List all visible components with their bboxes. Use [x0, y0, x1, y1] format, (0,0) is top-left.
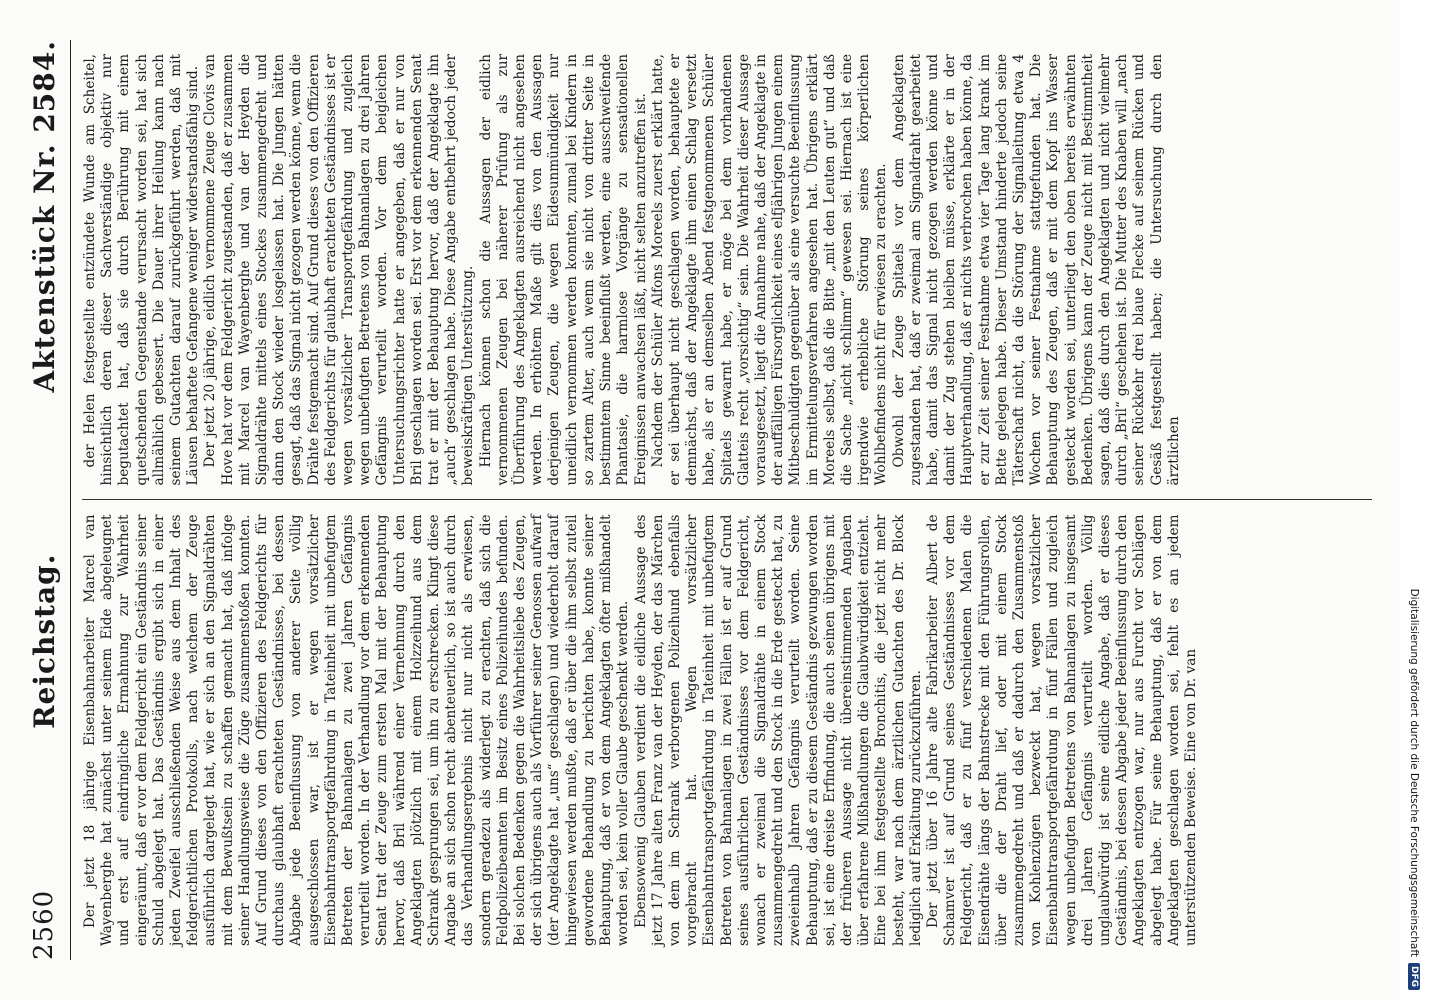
credit-line [1394, 0, 1434, 1000]
paragraph: Hiernach können schon die Aussagen der eidlich vernommenen Zeugen bei näherer Prüfung als zur Überführung des Angeklagten ausreichend nicht angesehen werden. In erhöhtem Maße gilt dies von den Aussagen derjenigen Zeugen, die wegen Eidesunmündigkeit nur uneidlich vernommen werden konnten, zumal bei Kindern in so zartem Alter, auch wenn sie nicht von dritter Seite in bestimmtem Sinne beeinflußt werden, eine ausschweifende Phantasie, die harmlose Vorgänge zu sensationellen Ereignissen anwachsen läßt, nicht selten anzutreffen ist. [477, 54, 649, 486]
paragraph: Der jetzt 18 jährige Eisenbahnarbeiter Marcel van Wayenberghe hat zunächst unter seinem Eide abgeleugnet und erst auf eindringliche Ermahnung zur Wahrheit eingeräumt, daß er vor dem Feldgericht ein Geständnis seiner Schuld abgelegt hat. Das Geständnis ergibt sich in einer jeden Zweifel ausschließenden Weise aus dem Inhalt des feldgerichtlichen Protokolls, nach welchem der Zeuge ausführlich dargelegt hat, wie er sich an den Signaldrähten mit dem Bewußtsein zu schaffen gemacht hat, daß infolge seiner Handlungsweise die Züge zusammenstoßen konnten. Auf Grund dieses von den Offizieren des Feldgerichts für durchaus glaubhaft erachteten Geständnisses, bei dessen Abgabe jede Beeinflussung von anderer Seite völlig ausgeschlossen war, ist er wegen vorsätzlicher Eisenbahntransportgefährdung in Tateinheit mit unbefugtem Betreten der Bahnanlagen zu zwei Jahren Gefängnis verurteilt worden. In der Verhandlung vor dem erkennenden Senat trat der Zeuge zum ersten Mal mit der Behauptung hervor, daß Bril während einer Vernehmung durch den Angeklagten plötzlich mit einem Holzzeihund aus dem Schrank gesprungen sei, um ihn zu erschrecken. Klingt diese Angabe an sich schon recht abenteuerlich, so ist auch durch das Verhandlungsergebnis nicht nur nicht als erwiesen, sondern geradezu als widerlegt zu erachten, daß sich die Feldpolizeibeamten im Besitz eines Polizeihundes befunden. Bei solchen Bedenken gegen die Wahrheitsliebe des Zeugen, der sich übrigens auch als Vorführer seiner Genossen aufwarf (der Angeklagte hat „uns“ geschlagen) und wiederholt darauf hingewiesen werden mußte, daß er über die ihm selbst zuteil gewordene Behandlung zu berichten habe, konnte seiner Behauptung, daß er von dem Angeklagten öfter mißhandelt worden sei, kein voller Glaube geschenkt werden. [82, 514, 632, 946]
dfg-logo: DFG [1408, 963, 1420, 990]
paragraph: Nachdem der Schüler Alfons Moreels zuerst erklärt hatte, er sei überhaupt nicht geschlagen worden, behauptete er demnächst, daß der Angeklagte ihm einen Schlag versetzt habe, als er an demselben Abend festgenommenen Schüler Spitaels gewarnt habe, er möge bei dem vorhandenen Glatteis recht „vorsichtig“ sein. Die Wahrheit dieser Aussage vorausgesetzt, liegt die Annahme nahe, daß der Angeklagte in der auffälligen Fürsorglichkeit eines elfjährigen Jungen einem Mitbeschuldigten gegenüber als eine versuchte Beeinflussung im Ermittelungsverfahren angesehen hat. Übrigens erklärt Moreels selbst, daß die Bitte „mit den Leuten gut“ und daß die Sache „nicht schlimm“ gewesen sei. Hiernach ist eine irgendwie erhebliche Störung seines körperlichen Wohlbefindens nicht für erwiesen zu erachten. [649, 54, 890, 486]
column-divider [82, 500, 1372, 501]
page-header [24, 40, 64, 960]
column-right [82, 40, 1372, 500]
running-title: Reichstag. [27, 553, 61, 729]
paragraph: Der jetzt über 16 Jahre alte Fabrikarbeiter Albert de Schamver ist auf Grund seines Geständnisses vor dem Feldgericht, daß er zu fünf verschiedenen Malen die Eisendrähte längs der Bahnstrecke mit den Führungsrollen, über die der Draht lief, oder mit einem Stock zusammengedreht und daß er dadurch den Zusammenstoß von Kohlenzügen bezweckt hat, wegen vorsätzlicher Eisenbahntransportgefährdung in fünf Fällen und zugleich wegen unbefugten Betretens von Bahnanlagen zu insgesamt drei Jahren Gefängnis verurteilt worden. Völlig unglaubwürdig ist seine eidliche Angabe, daß er dieses Geständnis, bei dessen Abgabe jeder Beeinflussung durch den Angeklagten entzogen war, nur aus Furcht vor Schlägen abgelegt habe. Für seine Behauptung, daß er von dem Angeklagten geschlagen worden sei, fehlt es an jedem unterstützenden Beweise. Eine von Dr. van [924, 514, 1199, 946]
paragraph: der Helen festgestellte entzündete Wunde am Scheitel, hinsichtlich deren dieser Sachverständige objektiv nur begutachtet hat, daß sie durch Berührung mit einem quetschenden Gegenstande verursacht worden sei, hat sich allmählich gebessert. Die Dauer ihrer Heilung kann nach seinem Gutachten darauf zurückgeführt werden, daß mit Läusen behaftete Gefangene weniger widerstandsfähig sind. [82, 54, 202, 486]
column-left [82, 501, 1372, 961]
credit-text: Digitalisierung gefördert durch die Deutsche Forschungsgemeinschaft [1408, 588, 1420, 957]
paragraph: Ebensowenig Glauben verdient die eidliche Aussage des jetzt 17 Jahre alten Franz van der Heyden, der das Märchen von dem im Schrank verborgenen Polizeihund ebenfalls vorgebracht hat. Wegen vorsätzlicher Eisenbahntransportgefährdung in Tateinheit mit unbefugtem Betreten von Bahnanlagen in zwei Fällen ist er auf Grund seines ausführlichen Geständnisses vor dem Feldgericht, wonach er zweimal die Signaldrähte in einem Stock zusammengedreht und den Stock in die Erde gesteckt hat, zu zweieinhalb Jahren Gefängnis verurteilt worden. Seine Behauptung, daß er zu diesem Geständnis gezwungen worden sei, ist eine dreiste Erfindung, die auch seinen übrigens mit der früheren Aussage nicht übereinstimmenden Angaben über erfahrene Mißhandlungen die Glaubwürdigkeit entzieht. Eine bei ihm festgestellte Bronchitis, die jetzt nicht mehr besteht, war nach dem ärztlichen Gutachten des Dr. Block lediglich auf Erkältung zurückzuführen. [632, 514, 924, 946]
paragraph: Der jetzt 20 jährige, eidlich vernommene Zeuge Clovis van Hove hat vor dem Feldgericht zugestanden, daß er zusammen mit Marcel van Wayenberghe und van der Heyden die Signaldrähte mittels eines Stockes zusammengedreht und dann den Stock wieder losgelassen hat. Die Jungen hätten gesagt, daß das Signal nicht gezogen werden könne, wenn die Drähte festgemacht sind. Auf Grund dieses von den Offizieren des Feldgerichts für glaubhaft erachteten Geständnisses ist er wegen vorsätzlicher Transportgefährdung und zugleich wegen unbefugten Betretens von Bahnanlagen zu drei Jahren Gefängnis verurteilt worden. Vor dem beigleichen Untersuchungsrichter hatte er angegeben, daß er nur von Bril geschlagen worden sei. Erst vor dem erkennenden Senat trat er mit der Behauptung hervor, daß der Angeklagte ihn „auch“ geschlagen habe. Diese Angabe entbehrt jedoch jeder beweiskräftigen Unterstützung. [202, 54, 477, 486]
page-number: 2560 [29, 889, 59, 960]
document-number: Aktenstück Nr. 2584. [27, 40, 61, 393]
paragraph: Obwohl der Zeuge Spitaels vor dem Angeklagten zugestanden hat, daß er zweimal am Signaldraht gearbeitet habe, damit das Signal nicht gezogen werden könne und damit der Zug stehen bleiben müsse, erklärte er in der Hauptverhandlung, daß er nichts verbrochen haben könne, da er zur Zeit seiner Festnahme etwa vier Tage lang krank im Bette gelegen habe. Dieser Umstand hinderte jedoch seine Täterschaft nicht, da die Störung der Signalleitung etwa 4 Wochen vor seiner Festnahme stattgefunden hat. Die Behauptung des Zeugen, daß er mit dem Kopf ins Wasser gesteckt worden sei, unterliegt den oben bereits erwähnten Bedenken. Übrigens kann der Zeuge nicht mit Bestimmtheit sagen, daß dies durch den Angeklagten und nicht vielmehr durch „Bril“ geschehen ist. Die Mutter des Knaben will „nach seiner Rückkehr drei blaue Flecke auf seinem Rücken und Gesäß festgestellt haben; die Untersuchung durch den ärztlichen [890, 54, 1182, 486]
header-rule [70, 40, 71, 960]
digitization-credit [1394, 0, 1434, 1000]
text-columns [82, 40, 1372, 960]
